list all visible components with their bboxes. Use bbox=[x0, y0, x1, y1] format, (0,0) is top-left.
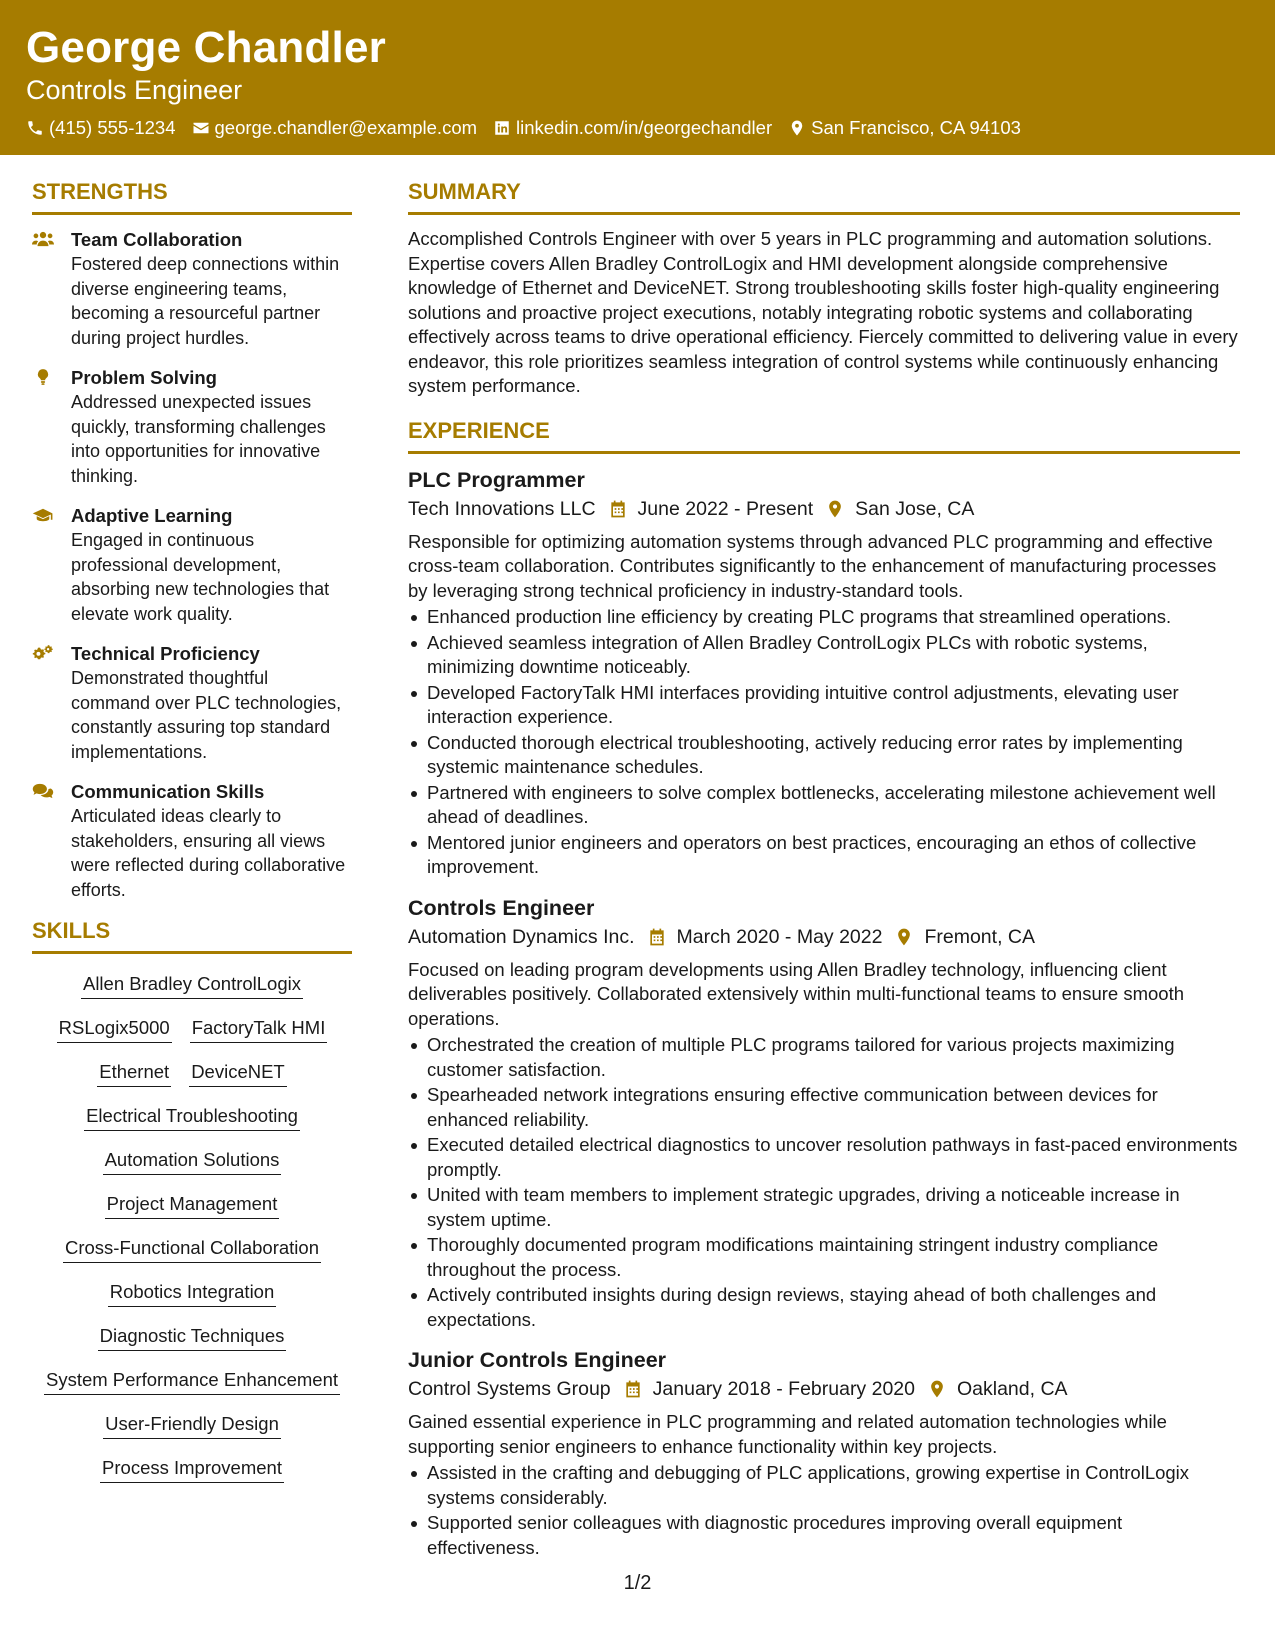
job-bullets bbox=[408, 605, 1240, 880]
strength-description: Engaged in continuous professional development, absorbing new technologies that elevate work quality. bbox=[71, 530, 330, 624]
job-entry bbox=[408, 466, 1240, 880]
job-meta bbox=[408, 922, 1240, 952]
strength-item bbox=[32, 641, 352, 764]
bullet-item: Executed detailed electrical diagnostics to uncover resolution pathways in fast-paced environments promptly. bbox=[408, 1133, 1240, 1182]
job-dates: March 2020 - May 2022 bbox=[676, 925, 883, 948]
strength-description: Addressed unexpected issues quickly, transforming challenges into opportunities for innovative thinking. bbox=[71, 392, 326, 486]
bullet-item: Mentored junior engineers and operators on best practices, encouraging an ethos of collective improvement. bbox=[408, 831, 1240, 880]
contact-email[interactable] bbox=[192, 116, 478, 140]
contact-bar bbox=[26, 116, 1021, 140]
job-title: PLC Programmer bbox=[408, 467, 585, 492]
candidate-title: Controls Engineer bbox=[26, 75, 243, 105]
phone-text: (415) 555-1234 bbox=[49, 117, 176, 138]
bullet-item: Achieved seamless integration of Allen Bradley ControlLogix PLCs with robotic systems, minimizing downtime noticeably. bbox=[408, 631, 1240, 680]
skill-tag: FactoryTalk HMI bbox=[190, 1016, 328, 1043]
job-description: Focused on leading program developments using Allen Bradley technology, influencing client deliverables positively. Collaborated extensively within multi-functional teams to ensure smooth operations. bbox=[408, 958, 1185, 1029]
bullet-item: Orchestrated the creation of multiple PLC programs tailored for various projects maximizing customer satisfaction. bbox=[408, 1033, 1240, 1082]
summary-text: Accomplished Controls Engineer with over 5 years in PLC programming and automation solutions. Expertise covers Allen Bradley ControlLogix and HMI development alongside comprehensive knowledge of Ethernet and DeviceNET. Strong troubleshooting skills foster high-quality engineering solutions and proactive project executions, notably integrating robotic systems and collaborating effectively across teams to drive operational efficiency. Fiercely committed to delivering value in every endeavor, this role prioritizes seamless integration of control systems while continuously enhancing system performance. bbox=[408, 228, 1238, 396]
calendar-icon bbox=[647, 927, 667, 947]
skill-tag: Process Improvement bbox=[100, 1456, 284, 1483]
bullet-item: Actively contributed insights during design reviews, staying ahead of both challenges and expectations. bbox=[408, 1283, 1240, 1332]
map-pin-icon bbox=[825, 499, 845, 519]
map-pin-icon bbox=[927, 1379, 947, 1399]
summary-heading: SUMMARY bbox=[408, 178, 1240, 215]
bullet-item: Thoroughly documented program modifications maintaining stringent industry compliance throughout the process. bbox=[408, 1233, 1240, 1282]
bullet-item: Spearheaded network integrations ensuring effective communication between devices for enhanced reliability. bbox=[408, 1083, 1240, 1132]
email-text[interactable]: george.chandler@example.com bbox=[214, 117, 478, 138]
skill-tag: RSLogix5000 bbox=[57, 1016, 172, 1043]
bullet-item: Enhanced production line efficiency by creating PLC programs that streamlined operations. bbox=[408, 605, 1240, 630]
job-location: Fremont, CA bbox=[924, 925, 1035, 948]
users-icon bbox=[32, 230, 54, 248]
linkedin-icon bbox=[493, 119, 511, 137]
job-bullets bbox=[408, 1461, 1240, 1560]
strengths-heading: STRENGTHS bbox=[32, 178, 352, 215]
skill-tag: Robotics Integration bbox=[108, 1280, 277, 1307]
contact-linkedin[interactable] bbox=[493, 116, 772, 140]
strength-title: Communication Skills bbox=[71, 781, 265, 802]
strength-description: Demonstrated thoughtful command over PLC technologies, constantly assuring top standard implementations. bbox=[71, 668, 342, 762]
skill-tag: Automation Solutions bbox=[103, 1148, 282, 1175]
contact-phone bbox=[26, 116, 176, 140]
gears-icon bbox=[32, 644, 54, 662]
skill-tag: Allen Bradley ControlLogix bbox=[81, 972, 303, 999]
bullet-item: Developed FactoryTalk HMI interfaces providing intuitive control adjustments, elevating user interaction experience. bbox=[408, 681, 1240, 730]
location-text: San Francisco, CA 94103 bbox=[811, 117, 1021, 138]
skills-heading: SKILLS bbox=[32, 917, 352, 954]
job-title: Junior Controls Engineer bbox=[408, 1348, 667, 1372]
skill-tag: User-Friendly Design bbox=[103, 1412, 281, 1439]
job-title: Controls Engineer bbox=[408, 895, 595, 920]
map-pin-icon bbox=[894, 927, 914, 947]
job-meta bbox=[408, 494, 1240, 524]
job-dates: June 2022 - Present bbox=[637, 497, 814, 520]
strength-title: Technical Proficiency bbox=[71, 643, 260, 664]
job-location: San Jose, CA bbox=[855, 497, 975, 520]
bullet-item: Supported senior colleagues with diagnostic procedures improving overall equipment effectiveness. bbox=[408, 1511, 1240, 1560]
page-number: 1/2 bbox=[623, 1572, 652, 1594]
job-bullets bbox=[408, 1033, 1240, 1332]
strength-title: Problem Solving bbox=[71, 367, 217, 388]
linkedin-text[interactable]: linkedin.com/in/georgechandler bbox=[516, 117, 773, 138]
comments-icon bbox=[32, 782, 54, 800]
envelope-icon bbox=[192, 119, 210, 137]
strength-title: Team Collaboration bbox=[71, 229, 243, 250]
calendar-icon bbox=[608, 499, 628, 519]
phone-icon bbox=[26, 119, 44, 137]
strength-item bbox=[32, 365, 352, 488]
strength-description: Fostered deep connections within diverse engineering teams, becoming a resourceful partner during project hurdles. bbox=[71, 254, 340, 348]
bullet-item: Assisted in the crafting and debugging of PLC applications, growing expertise in ControlLogix systems considerably. bbox=[408, 1461, 1240, 1510]
lightbulb-icon bbox=[32, 368, 54, 386]
job-description: Gained essential experience in PLC programming and related automation technologies while supporting senior engineers to enhance functionality within key projects. bbox=[408, 1411, 1167, 1457]
job-entry bbox=[408, 1346, 1240, 1560]
right-column bbox=[408, 178, 1240, 1574]
skills-list bbox=[32, 966, 352, 1500]
bullet-item: United with team members to implement strategic upgrades, driving a noticeable increase in system uptime. bbox=[408, 1183, 1240, 1232]
candidate-name: George Chandler bbox=[26, 23, 386, 72]
resume-header bbox=[0, 0, 1275, 155]
job-entry bbox=[408, 894, 1240, 1333]
skill-tag: Diagnostic Techniques bbox=[98, 1324, 287, 1351]
skill-tag: DeviceNET bbox=[189, 1060, 287, 1087]
strength-item bbox=[32, 227, 352, 350]
bullet-item: Conducted thorough electrical troubleshooting, actively reducing error rates by implementing systemic maintenance schedules. bbox=[408, 731, 1240, 780]
skill-tag: Ethernet bbox=[97, 1060, 171, 1087]
graduation-cap-icon bbox=[32, 506, 54, 524]
strength-item bbox=[32, 503, 352, 626]
job-company: Control Systems Group bbox=[408, 1378, 611, 1400]
map-pin-icon bbox=[788, 119, 806, 137]
skill-tag: Project Management bbox=[105, 1192, 280, 1219]
strength-description: Articulated ideas clearly to stakeholders, ensuring all views were reflected during collaborative efforts. bbox=[71, 806, 346, 900]
calendar-icon bbox=[623, 1379, 643, 1399]
left-column bbox=[32, 178, 352, 1500]
bullet-item: Partnered with engineers to solve complex bottlenecks, accelerating milestone achievement well ahead of deadlines. bbox=[408, 781, 1240, 830]
skill-tag: Electrical Troubleshooting bbox=[84, 1104, 300, 1131]
job-location: Oakland, CA bbox=[956, 1378, 1068, 1400]
skill-tag: System Performance Enhancement bbox=[44, 1368, 340, 1395]
contact-location bbox=[788, 116, 1021, 140]
job-company: Tech Innovations LLC bbox=[408, 497, 596, 520]
job-meta bbox=[408, 1374, 1240, 1404]
job-description: Responsible for optimizing automation systems through advanced PLC programming and effective cross-team collaboration. Contributes significantly to the enhancement of manufacturing processes by leveraging strong technical proficiency in industry-standard tools. bbox=[408, 530, 1217, 601]
experience-heading: EXPERIENCE bbox=[408, 417, 1240, 454]
job-company: Automation Dynamics Inc. bbox=[408, 925, 635, 948]
job-dates: January 2018 - February 2020 bbox=[652, 1378, 915, 1400]
strength-title: Adaptive Learning bbox=[71, 505, 233, 526]
strength-item bbox=[32, 779, 352, 902]
skill-tag: Cross-Functional Collaboration bbox=[63, 1236, 321, 1263]
